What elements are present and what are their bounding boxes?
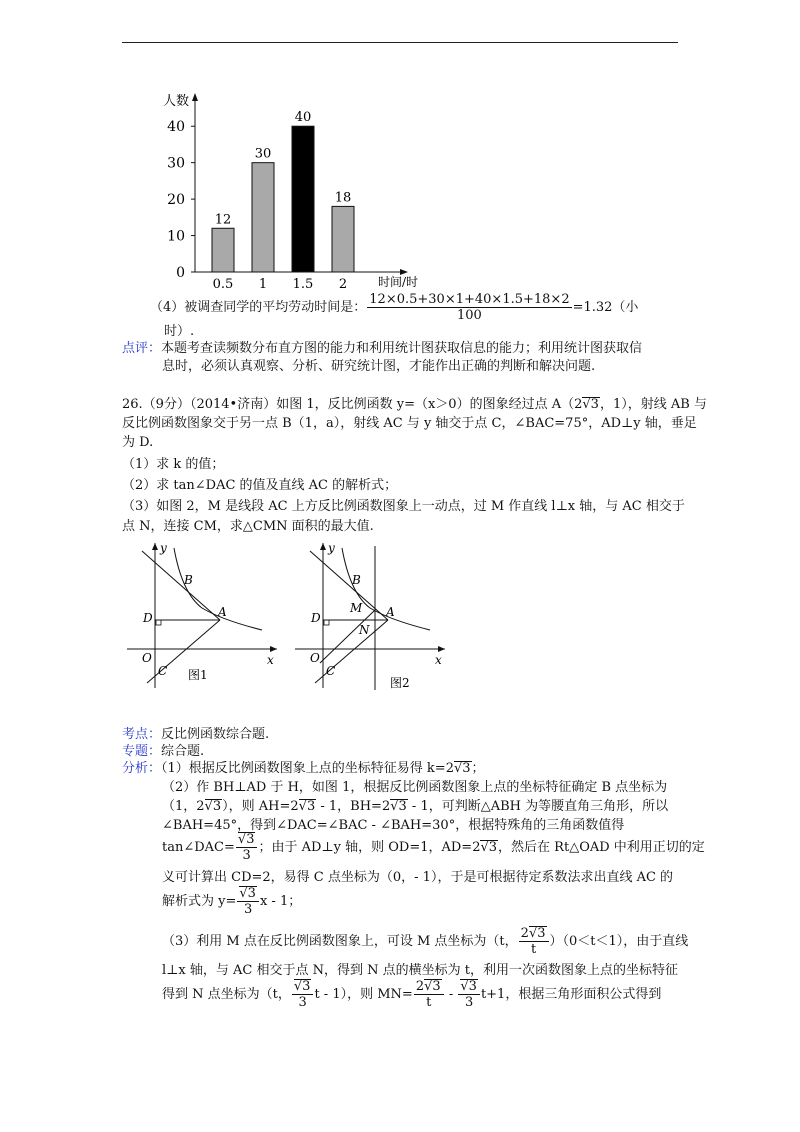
zhuanti-line: [122, 743, 204, 761]
kaodian-line: [122, 726, 269, 744]
fenxi-a2c: ∠BAH=45°，得到∠DAC=∠BAC - ∠BAH=30°，根据特殊角的三角函数值得: [162, 818, 625, 833]
q26-line3: 为 D.: [122, 435, 154, 450]
kaodian-label: 考点：: [122, 727, 162, 742]
fenxi-a1-radicand: 3: [462, 761, 471, 776]
fenxi-a3c: [162, 979, 661, 1010]
frac-sqrt3-over-3: [458, 979, 480, 1010]
part4-suffix: =1.32（小: [572, 300, 639, 315]
a2f1: 解析式为 y=: [162, 894, 237, 909]
a3a-numr: 3: [537, 926, 546, 941]
y-axis-arrow: [192, 93, 198, 101]
fig2-y-arrow: [320, 543, 326, 550]
sqrt-3: [299, 799, 317, 814]
fenxi-a1: （1）根据反比例函数图象上点的坐标特征易得 k=2: [161, 761, 454, 776]
a3c-num2: 2: [415, 979, 425, 994]
fig1-y-arrow: [152, 543, 158, 550]
y-axis-label: 人数: [163, 94, 190, 109]
q26-text1c: ，1），射线 AB 与: [599, 397, 707, 412]
a2d3: 3: [488, 840, 498, 855]
q26-sub1: （1）求 k 的值；: [122, 457, 225, 472]
fig1-caption: 图1: [188, 668, 208, 682]
fig1-label-x: x: [267, 653, 274, 667]
y-tick-label: 0: [176, 265, 185, 281]
fenxi-a2b: [162, 798, 668, 816]
fig1-label-b: B: [184, 573, 193, 587]
zhuanti-label: 专题：: [122, 744, 162, 759]
a2b3: ），则 AH=2: [222, 799, 299, 814]
fig2-label-c: C: [326, 664, 336, 678]
bar-value-label: 30: [254, 146, 272, 162]
fenxi-line1: [122, 760, 485, 778]
bar-value-label: 40: [294, 110, 312, 126]
sqrt-3: [480, 840, 498, 855]
comment-label: 点评：: [122, 341, 162, 356]
x-tick-label: 0.5: [212, 277, 234, 290]
a2d4: ，然后在 Rt△OAD 中利用正切的定: [498, 840, 705, 855]
frac-sqrt3-over-3: [236, 832, 258, 863]
frac-sqrt3-over-3: [237, 886, 259, 917]
fig1-x-arrow: [270, 646, 277, 652]
a3c-num: 3: [302, 979, 311, 994]
kaodian-text: 反比例函数综合题.: [161, 727, 270, 742]
header-rule: [122, 42, 678, 43]
frac-sqrt3-over-3: [292, 979, 314, 1010]
fig1-ray-ab: [142, 551, 220, 620]
a2d1: tan∠DAC=: [162, 840, 235, 855]
fig2-x-arrow: [438, 646, 445, 652]
a2f-den: 3: [244, 902, 253, 917]
a3c4: t+1，根据三角形面积公式得到: [480, 987, 662, 1002]
part4-line: [150, 292, 638, 323]
fig2-label-o: O: [310, 651, 320, 665]
fig2-label-a: A: [386, 605, 395, 619]
bar: [292, 126, 314, 272]
figure-2: [290, 538, 450, 698]
a2b5: - 1，BH=2: [316, 799, 391, 814]
fig2-label-x: x: [435, 653, 442, 667]
a2b1: （1，2: [162, 799, 205, 814]
q26-sub3a: （3）如图 2，M 是线段 AC 上方反比例函数图象上一动点，过 M 作直线 l⊥x 轴，与 AC 相交于: [122, 499, 685, 514]
a3c-den: 3: [298, 995, 307, 1010]
bar-value-label: 12: [214, 212, 232, 228]
fig2-right-angle: [324, 620, 329, 625]
a2d-den: 3: [242, 848, 251, 863]
a2b4: 3: [306, 799, 316, 814]
x-tick-label: 1.5: [292, 277, 314, 290]
fig2-ray-ab: [310, 551, 388, 620]
y-tick-label: 10: [167, 228, 185, 245]
sqrt-3: [582, 397, 600, 412]
fenxi-a1-suffix: ；: [471, 761, 485, 776]
q26-radicand: 3: [590, 397, 599, 412]
a2d-num: 3: [246, 832, 255, 847]
sqrt-3: [205, 799, 223, 814]
frac-2sqrt3-over-t: [519, 926, 549, 957]
y-tick-label: 20: [167, 192, 185, 209]
part4-line2: 时）.: [164, 324, 195, 339]
fenxi-label: 分析：: [122, 761, 162, 776]
zhuanti-text: 综合题.: [161, 744, 205, 759]
a2b2: 3: [212, 799, 222, 814]
fenxi-a3a: [162, 926, 688, 957]
a3c-num2r: 3: [432, 979, 441, 994]
sqrt-3: [390, 799, 408, 814]
y-tick-label: 40: [167, 119, 185, 136]
bar: [252, 163, 274, 272]
fenxi-a2d: [162, 832, 705, 863]
a3c-num3: 3: [468, 979, 477, 994]
a3c3: -: [444, 987, 458, 1002]
fig1-right-angle: [156, 620, 161, 625]
comment-line1: [122, 340, 642, 358]
part4-numerator: 12×0.5+30×1+40×1.5+18×2: [369, 292, 570, 307]
a2b7: - 1，可判断△ABH 为等腰直角三角形，所以: [407, 799, 669, 814]
bar: [212, 228, 234, 272]
fig2-label-n: N: [359, 623, 370, 637]
q26-text1a: 26.（9分）（2014•济南）如图 1，反比例函数 y=（x＞0）的图象经过点 A（2: [122, 397, 583, 412]
a3c-den3: 3: [465, 995, 474, 1010]
a3c1: 得到 N 点坐标为（t，: [162, 987, 291, 1002]
sqrt-3: [454, 761, 472, 776]
q26-sub3b: 点 N，连接 CM，求△CMN 面积的最大值.: [122, 519, 374, 534]
a3c2: t - 1），则 MN=: [314, 987, 413, 1002]
y-tick-label: 30: [167, 155, 185, 172]
q26-sub2: （2）求 tan∠DAC 的值及直线 AC 的解析式；: [122, 478, 398, 493]
fenxi-a2f: [162, 886, 301, 917]
part4-fraction: [367, 292, 571, 323]
fig1-label-o: O: [142, 651, 152, 665]
a2d2: ；由于 AD⊥y 轴，则 OD=1，AD=2: [258, 840, 481, 855]
part4-denominator: 100: [457, 308, 482, 323]
a3a1: （3）利用 M 点在反比例函数图象上，可设 M 点坐标为（t，: [162, 934, 518, 949]
a2f2: x - 1；: [259, 894, 302, 909]
x-axis-label: 时间/时: [378, 275, 419, 289]
fig1-label-d: D: [143, 611, 153, 625]
fenxi-a3b: l⊥x 轴，与 AC 相交于点 N，得到 N 点的横坐标为 t，利用一次函数图象上点的坐标特征: [162, 963, 678, 978]
bar-value-label: 18: [334, 190, 352, 206]
fenxi-a2a: （2）作 BH⊥AD 于 H，如图 1，根据反比例函数图象上点的坐标特征确定 B 点坐标为: [162, 780, 668, 795]
fig2-label-d: D: [311, 611, 321, 625]
a3a2: ）（0＜t＜1），由于直线: [549, 934, 689, 949]
q26-line1: [122, 396, 707, 414]
x-tick-label: 2: [338, 277, 348, 290]
frac-2sqrt3-over-t: [414, 979, 444, 1010]
q26-line2: 反比例函数图象交于另一点 B（1，a），射线 AC 与 y 轴交于点 C，∠BAC=75°，AD⊥y 轴，垂足: [122, 416, 697, 431]
a3a-den: t: [530, 942, 537, 957]
fig1-label-y: y: [160, 541, 167, 555]
comment-text1: 本题考查读频数分布直方图的能力和利用统计图获取信息的能力；利用统计图获取信: [161, 341, 643, 356]
fenxi-a2e: 义可计算出 CD=2，易得 C 点坐标为（0，- 1），于是可根据待定系数法求出直线 AC 的: [162, 870, 674, 885]
fig2-label-m: M: [350, 601, 363, 615]
fig2-label-b: B: [352, 573, 361, 587]
a2f-num: 3: [247, 886, 256, 901]
fig1-label-c: C: [158, 664, 168, 678]
figure-1: [122, 538, 282, 698]
bar: [332, 206, 354, 272]
x-tick-label: 1: [258, 277, 268, 290]
fig2-label-y: y: [328, 541, 335, 555]
part4-prefix: （4）被调查同学的平均劳动时间是：: [150, 300, 367, 315]
comment-line2: 息时，必须认真观察、分析、研究统计图，才能作出正确的判断和解决问题.: [162, 359, 596, 374]
fig1-label-a: A: [218, 605, 227, 619]
bar-chart: [150, 90, 430, 290]
fig2-caption: 图2: [390, 676, 410, 690]
a2b6: 3: [398, 799, 407, 814]
a3c-den2: t: [426, 995, 432, 1010]
a3a-num: 2: [520, 926, 529, 941]
